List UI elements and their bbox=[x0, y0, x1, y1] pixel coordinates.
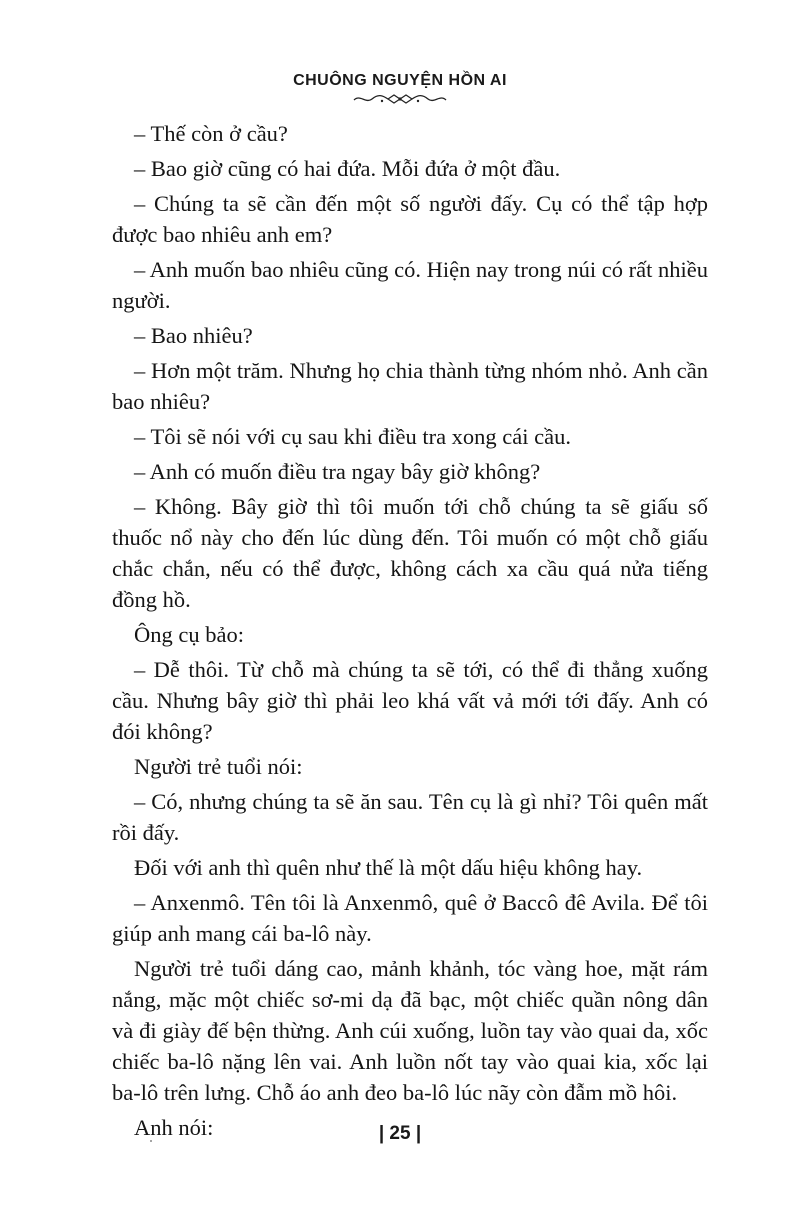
paragraph: Người trẻ tuổi dáng cao, mảnh khảnh, tóc vàng hoe, mặt rám nắng, mặc một chiếc sơ-mi dạ đã bạc, một chiếc quần nông dân và đi giày đế bện thừng. Anh cúi xuống, luồn tay vào quai da, xốc chiếc ba-lô nặng lên vai. Anh luồn nốt tay vào quai kia, xốc lại ba-lô trên lưng. Chỗ áo anh đeo ba-lô lúc nãy còn đẫm mồ hôi. bbox=[112, 956, 708, 1105]
paragraph: – Anh muốn bao nhiêu cũng có. Hiện nay trong núi có rất nhiều người. bbox=[112, 257, 708, 313]
paragraph: – Dễ thôi. Từ chỗ mà chúng ta sẽ tới, có thể đi thẳng xuống cầu. Nhưng bây giờ thì phải leo khá vất vả mới tới đấy. Anh có đói không? bbox=[112, 657, 708, 744]
paragraph: – Thế còn ở cầu? bbox=[134, 121, 288, 146]
paragraph: – Có, nhưng chúng ta sẽ ăn sau. Tên cụ là gì nhỉ? Tôi quên mất rồi đấy. bbox=[112, 789, 708, 845]
ornament-flourish-icon bbox=[352, 92, 448, 106]
page-number: | 25 | bbox=[378, 1123, 422, 1144]
paragraph: – Bao giờ cũng có hai đứa. Mỗi đứa ở một đầu. bbox=[134, 156, 561, 181]
paragraph: – Bao nhiêu? bbox=[134, 323, 253, 348]
paragraph: – Anxenmô. Tên tôi là Anxenmô, quê ở Baccô đê Avila. Để tôi giúp anh mang cái ba-lô này. bbox=[112, 890, 708, 946]
paragraph: Đối với anh thì quên như thế là một dấu hiệu không hay. bbox=[134, 855, 643, 880]
paragraph: – Anh có muốn điều tra ngay bây giờ không? bbox=[134, 459, 541, 484]
paragraph: Anh nói: bbox=[134, 1115, 214, 1140]
paragraph: – Chúng ta sẽ cần đến một số người đấy. Cụ có thể tập hợp được bao nhiêu anh em? bbox=[112, 191, 708, 247]
paragraph: – Hơn một trăm. Nhưng họ chia thành từng nhóm nhỏ. Anh cần bao nhiêu? bbox=[112, 358, 708, 414]
paragraph: – Tôi sẽ nói với cụ sau khi điều tra xong cái cầu. bbox=[134, 424, 572, 449]
running-title: CHUÔNG NGUYỆN HỒN AI bbox=[293, 72, 507, 89]
paragraph: – Không. Bây giờ thì tôi muốn tới chỗ chúng ta sẽ giấu số thuốc nổ này cho đến lúc dùng đến. Tôi muốn có một chỗ giấu chắc chắn, nếu có thể được, không cách xa cầu quá nửa tiếng đồng hồ. bbox=[112, 494, 708, 612]
paragraph: Người trẻ tuổi nói: bbox=[134, 754, 303, 779]
paragraph: Ông cụ bảo: bbox=[134, 622, 244, 647]
body-text bbox=[112, 118, 708, 1147]
